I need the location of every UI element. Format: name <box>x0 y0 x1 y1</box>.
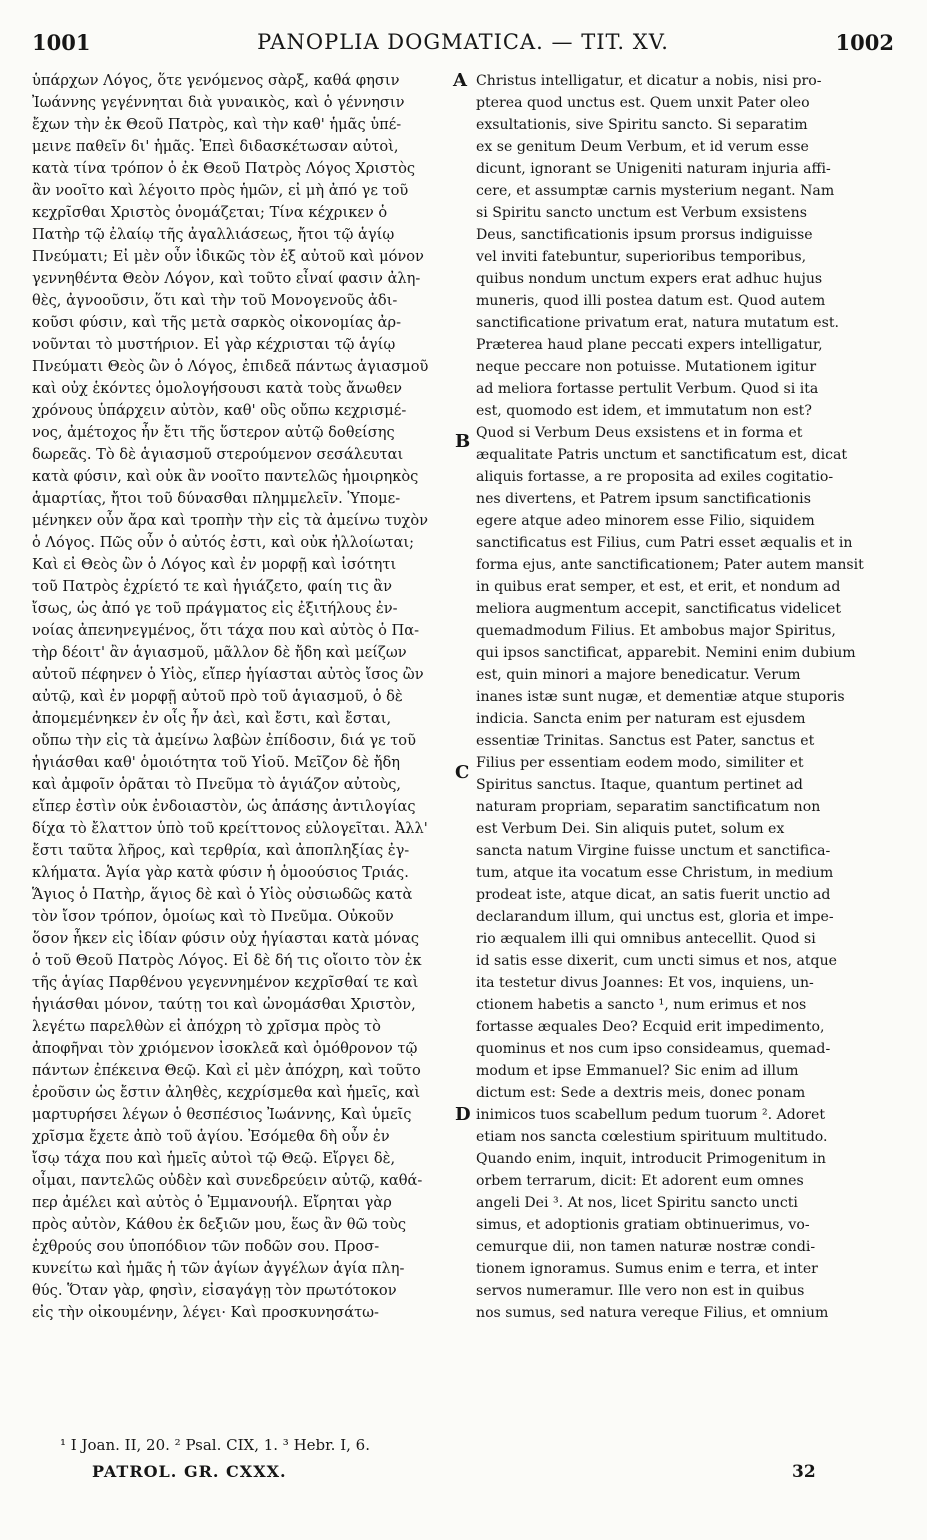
text-line: in quibus erat semper, et est, et erit, et nondum ad <box>476 579 841 595</box>
text-line: μαρτυρήσει λέγων ὁ θεσπέσιος Ἰωάννης, Καὶ ὑμεῖς <box>32 1106 412 1123</box>
text-line: exsultationis, sive Spiritu sancto. Si separatim <box>476 117 808 133</box>
text-line: orbem terrarum, dicit: Et adorent eum omnes <box>476 1173 804 1189</box>
text-line: νος, ἀμέτοχος ἦν ἔτι τῆς ὕστερον αὐτῷ δοθείσης <box>32 424 395 441</box>
text-line: servos numeramur. Ille vero non est in quibus <box>476 1283 805 1299</box>
text-line: Πνεύματι Θεὸς ὢν ὁ Λόγος, ἐπιδεᾶ πάντως ἁγιασμοῦ <box>32 358 429 375</box>
text-line: λεγέτω παρελθὼν εἰ ἀπόχρη τὸ χρῖσμα πρὸς τὸ <box>32 1018 381 1035</box>
text-line: θύς. Ὅταν γὰρ, φησὶν, εἰσαγάγῃ τὸν πρωτότοκον <box>32 1282 397 1299</box>
sheet-number: 32 <box>792 1462 816 1482</box>
text-line: ἁμαρτίας, ἤτοι τοῦ δύνασθαι πλημμελεῖν. Ὑπομε- <box>32 490 401 507</box>
running-title: PANOPLIA DOGMATICA. — TIT. XV. <box>257 30 669 54</box>
text-line: dicunt, ignorant se Unigeniti naturam injuria affi- <box>476 161 831 177</box>
text-line: κοῦσι φύσιν, καὶ τῆς μετὰ σαρκὸς οἰκονομίας ἀρ- <box>32 314 402 331</box>
text-line: χρῖσμα ἔχετε ἀπὸ τοῦ ἁγίου. Ἐσόμεθα δὴ οὖν ἐν <box>32 1128 390 1145</box>
text-line: χρόνους ὑπάρχειν αὐτὸν, καθ' οὓς οὔπω κεχρισμέ- <box>32 402 407 419</box>
text-line: declarandum illum, qui unctus est, gloria et impe- <box>476 909 834 925</box>
text-line: γεννηθέντα Θεὸν Λόγον, καὶ τοῦτο εἶναί φασιν ἀλη- <box>32 270 421 287</box>
text-line: aliquis fortasse, a re proposita ad exiles cogitatio- <box>476 469 834 485</box>
text-line: ἡγιάσθαι καθ' ὁμοιότητα τοῦ Υἱοῦ. Μεῖζον δὲ ἤδη <box>32 754 400 771</box>
text-line: ctionem habetis a sancto ¹, num erimus et nos <box>476 997 807 1013</box>
page-header <box>32 30 894 64</box>
text-line: εἴπερ ἐστὶν οὐκ ἐνδοιαστὸν, ὡς ἁπάσης ἀντιλογίας <box>32 798 416 815</box>
text-line: si Spiritu sancto unctum est Verbum exsistens <box>476 205 807 221</box>
page-number-left: 1001 <box>32 30 91 55</box>
text-line: est, quomodo est idem, et immutatum non est? <box>476 403 812 419</box>
text-line: νοῦνται τὸ μυστήριον. Εἰ γὰρ κέχρισται τῷ ἁγίῳ <box>32 336 396 353</box>
text-line: οὔπω τὴν εἰς τὰ ἀμείνω λαβὼν ἐπίδοσιν, διά γε τοῦ <box>32 732 416 749</box>
text-line: cemurque dii, non tamen naturæ nostræ condi- <box>476 1239 816 1255</box>
text-line: εἰς τὴν οἰκουμένην, λέγει· Καὶ προσκυνησάτω- <box>32 1304 379 1321</box>
text-line: ἀποφῆναι τὸν χριόμενον ἰσοκλεᾶ καὶ ὁμόθρονον τῷ <box>32 1040 418 1057</box>
text-line: sanctificatus est Filius, cum Patri esset æqualis et in <box>476 535 853 551</box>
text-line: κατὰ φύσιν, καὶ οὐκ ἂν νοοῖτο παντελῶς ἠμοιρηκὸς <box>32 468 419 485</box>
text-line: Ἰωάννης γεγέννηται διὰ γυναικὸς, καὶ ὁ γέννησιν <box>32 94 405 111</box>
text-line: Præterea haud plane peccati expers intelligatur, <box>476 337 823 353</box>
text-line: ex se genitum Deum Verbum, et id verum esse <box>476 139 809 155</box>
text-line: Deus, sanctificationis ipsum prorsus indiguisse <box>476 227 813 243</box>
text-line: ἀπομεμένηκεν ἐν οἷς ἦν ἀεὶ, καὶ ἔστι, καὶ ἔσται, <box>32 710 392 727</box>
text-line: neque peccare non potuisse. Mutationem igitur <box>476 359 817 375</box>
text-line: Καὶ εἰ Θεὸς ὢν ὁ Λόγος καὶ ἐν μορφῇ καὶ ἰσότητι <box>32 556 397 573</box>
text-line: vel inviti fatebuntur, superioribus temporibus, <box>476 249 807 265</box>
text-line: τὸν ἴσον τρόπον, ὁμοίως καὶ τὸ Πνεῦμα. Οὐκοῦν <box>32 908 394 925</box>
text-line: nes divertens, et Patrem ipsum sanctificationis <box>476 491 811 507</box>
text-line: est Verbum Dei. Sin aliquis putet, solum ex <box>476 821 785 837</box>
text-line: ὁ Λόγος. Πῶς οὖν ὁ αὐτός ἐστι, καὶ οὐκ ἠλλοίωται; <box>32 534 414 551</box>
greek-column <box>32 70 452 1324</box>
text-line: ἡγιάσθαι μόνον, ταύτῃ τοι καὶ ὠνομάσθαι Χριστὸν, <box>32 996 416 1013</box>
text-line: κεχρῖσθαι Χριστὸς ὀνομάζεται; Τίνα κέχρικεν ὁ <box>32 204 388 221</box>
text-line: ὅσον ἧκεν εἰς ἰδίαν φύσιν οὐχ ἡγίασται κατὰ μόνας <box>32 930 420 947</box>
text-line: καὶ ἀμφοῖν ὁρᾶται τὸ Πνεῦμα τὸ ἁγιάζον αὐτοὺς, <box>32 776 402 793</box>
text-line: inanes istæ sunt nugæ, et dementiæ atque stuporis <box>476 689 845 705</box>
text-line: prodeat iste, atque dicat, an satis fuerit unctio ad <box>476 887 831 903</box>
text-line: τοῦ Πατρὸς ἐχρίετό τε καὶ ἡγιάζετο, φαίη τις ἂν <box>32 578 393 595</box>
text-line: νοίας ἀπενηνεγμένος, ὅτι τάχα που καὶ αὐτὸς ὁ Πα- <box>32 622 420 639</box>
section-marker-d: D <box>455 1104 471 1125</box>
text-line: πρὸς αὐτὸν, Κάθου ἐκ δεξιῶν μου, ἕως ἂν θῶ τοὺς <box>32 1216 407 1233</box>
text-line: Quando enim, inquit, introducit Primogenitum in <box>476 1151 826 1167</box>
text-line: tionem ignoramus. Sumus enim e terra, et inter <box>476 1261 818 1277</box>
text-line: Quod si Verbum Deus exsistens et in forma et <box>476 425 803 441</box>
text-line: meliora augmentum accepit, sanctificatus videlicet <box>476 601 842 617</box>
text-line: quibus nondum unctum expers erat adhuc hujus <box>476 271 823 287</box>
text-line: περ ἀμέλει καὶ αὐτὸς ὁ Ἐμμανουήλ. Εἴρηται γὰρ <box>32 1194 392 1211</box>
text-line: fortasse æquales Deo? Ecquid erit impedimento, <box>476 1019 825 1035</box>
text-line: qui ipsos sanctificat, apparebit. Nemini enim dubium <box>476 645 856 661</box>
text-line: τῆς ἁγίας Παρθένου γεγεννημένον κεχρῖσθαί τε καὶ <box>32 974 419 991</box>
text-line: Filius per essentiam eodem modo, similiter et <box>476 755 804 771</box>
text-line: αὐτῷ, καὶ ἐν μορφῇ αὐτοῦ πρὸ τοῦ ἁγιασμοῦ, ὁ δὲ <box>32 688 403 705</box>
footnotes: ¹ I Joan. II, 20. ² Psal. CIX, 1. ³ Hebr. I, 6. <box>60 1436 370 1454</box>
text-line: id satis esse dixerit, cum uncti simus et nos, atque <box>476 953 837 969</box>
text-line: κατὰ τίνα τρόπον ὁ ἐκ Θεοῦ Πατρὸς Λόγος Χριστὸς <box>32 160 416 177</box>
text-line: ἔχων τὴν ἐκ Θεοῦ Πατρὸς, καὶ τὴν καθ' ἡμᾶς ὑπέ- <box>32 116 402 133</box>
text-line: ἂν νοοῖτο καὶ λέγοιτο πρὸς ἡμῶν, εἰ μὴ ἀπό γε τοῦ <box>32 182 409 199</box>
text-line: Πνεύματι; Εἰ μὲν οὖν ἰδικῶς τὸν ἐξ αὐτοῦ καὶ μόνον <box>32 248 424 265</box>
latin-column <box>476 70 888 1324</box>
text-line: sanctificatione privatum erat, natura mutatum est. <box>476 315 839 331</box>
text-line: inimicos tuos scabellum pedum tuorum ². Adoret <box>476 1107 826 1123</box>
text-line: pterea quod unctus est. Quem unxit Pater oleo <box>476 95 810 111</box>
text-line: κυνείτω καὶ ἡμᾶς ἡ τῶν ἁγίων ἀγγέλων ἁγία πλη- <box>32 1260 405 1277</box>
text-line: δωρεᾶς. Τὸ δὲ ἁγιασμοῦ στερούμενον σεσάλευται <box>32 446 404 463</box>
text-line: quominus et nos cum ipso consideamus, quemad- <box>476 1041 831 1057</box>
text-line: æqualitate Patris unctum et sanctificatum est, dicat <box>476 447 848 463</box>
section-marker-b: B <box>455 431 471 452</box>
text-line: forma ejus, ante sanctificationem; Pater autem mansit <box>476 557 864 573</box>
text-line: πάντων ἐπέκεινα Θεῷ. Καὶ εἰ μὲν ἀπόχρη, καὶ τοῦτο <box>32 1062 421 1079</box>
text-line: ἔστι ταῦτα λῆρος, καὶ τερθρία, καὶ ἀποπληξίας ἐγ- <box>32 842 410 859</box>
text-line: angeli Dei ³. At nos, licet Spiritu sancto uncti <box>476 1195 798 1211</box>
printer-signature: PATROL. GR. CXXX. <box>92 1462 287 1481</box>
page-number-right: 1002 <box>835 30 894 55</box>
text-line: quemadmodum Filius. Et ambobus major Spiritus, <box>476 623 836 639</box>
text-line: μεινε παθεῖν δι' ἡμᾶς. Ἐπεὶ διδασκέτωσαν αὐτοὶ, <box>32 138 399 155</box>
text-line: modum et ipse Emmanuel? Sic enim ad illum <box>476 1063 799 1079</box>
text-line: αὐτοῦ πέφηνεν ὁ Υἱὸς, εἴπερ ἡγίασται αὐτὸς ἴσος ὢν <box>32 666 424 683</box>
text-line: ἴσως, ὡς ἀπό γε τοῦ πράγματος εἰς ἐξιτήλους ἐν- <box>32 600 398 617</box>
text-line: naturam propriam, separatim sanctificatum non <box>476 799 821 815</box>
text-line: τὴρ δέοιτ' ἂν ἁγιασμοῦ, μᾶλλον δὲ ἤδη καὶ μείζων <box>32 644 407 661</box>
text-line: egere atque adeo minorem esse Filio, siquidem <box>476 513 815 529</box>
text-line: etiam nos sancta cœlestium spirituum multitudo. <box>476 1129 828 1145</box>
text-line: κλήματα. Ἁγία γὰρ κατὰ φύσιν ἡ ὁμοούσιος Τριάς. <box>32 864 409 881</box>
text-line: ad meliora fortasse pertulit Verbum. Quod si ita <box>476 381 819 397</box>
text-line: sancta natum Virgine fuisse unctum et sanctifica- <box>476 843 831 859</box>
text-line: Christus intelligatur, et dicatur a nobis, nisi pro- <box>476 73 822 89</box>
text-line: ὑπάρχων Λόγος, ὅτε γενόμενος σὰρξ, καθά φησιν <box>32 72 400 89</box>
text-line: nos sumus, sed natura vereque Filius, et omnium <box>476 1305 829 1321</box>
text-line: καὶ οὐχ ἑκόντες ὁμολογήσουσι κατὰ τοὺς ἄνωθεν <box>32 380 402 397</box>
text-line: Spiritus sanctus. Itaque, quantum pertinet ad <box>476 777 803 793</box>
text-line: ὁ τοῦ Θεοῦ Πατρὸς Λόγος. Εἰ δὲ δή τις οἴοιτο τὸν ἐκ <box>32 952 422 969</box>
text-line: μένηκεν οὖν ἄρα καὶ τροπὴν τὴν εἰς τὰ ἀμείνω τυχὸν <box>32 512 429 529</box>
text-line: θὲς, ἀγνοοῦσιν, ὅτι καὶ τὴν τοῦ Μονογενοῦς ἀδι- <box>32 292 398 309</box>
text-line: δίχα τὸ ἔλαττον ὑπὸ τοῦ κρείττονος εὐλογεῖται. Ἀλλ' <box>32 820 428 837</box>
text-line: dictum est: Sede a dextris meis, donec ponam <box>476 1085 806 1101</box>
text-line: tum, atque ita vocatum esse Christum, in medium <box>476 865 834 881</box>
section-marker-c: C <box>455 762 470 783</box>
text-line: Πατὴρ τῷ ἐλαίῳ τῆς ἀγαλλιάσεως, ἤτοι τῷ ἁγίῳ <box>32 226 395 243</box>
text-line: est, quin minori a majore benedicatur. Verum <box>476 667 801 683</box>
text-line: ἐροῦσιν ὡς ἔστιν ἀληθὲς, κεχρίσμεθα καὶ ἡμεῖς, καὶ <box>32 1084 421 1101</box>
text-line: ἐχθρούς σου ὑποπόδιον τῶν ποδῶν σου. Προσ- <box>32 1238 380 1255</box>
text-line: simus, et adoptionis gratiam obtinuerimus, vo- <box>476 1217 810 1233</box>
text-line: cere, et assumptæ carnis mysterium negant. Nam <box>476 183 835 199</box>
text-line: ἴσῳ τάχα που καὶ ἡμεῖς αὐτοὶ τῷ Θεῷ. Εἴργει δὲ, <box>32 1150 396 1167</box>
section-marker-a: A <box>453 70 467 91</box>
text-line: Ἅγιος ὁ Πατὴρ, ἅγιος δὲ καὶ ὁ Υἱὸς οὐσιωδῶς κατὰ <box>32 886 413 903</box>
text-line: rio æqualem illi qui omnibus antecellit. Quod si <box>476 931 816 947</box>
text-line: indicia. Sancta enim per naturam est ejusdem <box>476 711 806 727</box>
text-line: muneris, quod illi postea datum est. Quod autem <box>476 293 826 309</box>
text-line: οἶμαι, παντελῶς οὐδὲν καὶ συνεδρεύειν αὐτῷ, καθά- <box>32 1172 423 1189</box>
text-line: essentiæ Trinitas. Sanctus est Pater, sanctus et <box>476 733 815 749</box>
text-line: ita testetur divus Joannes: Et vos, inquiens, un- <box>476 975 814 991</box>
